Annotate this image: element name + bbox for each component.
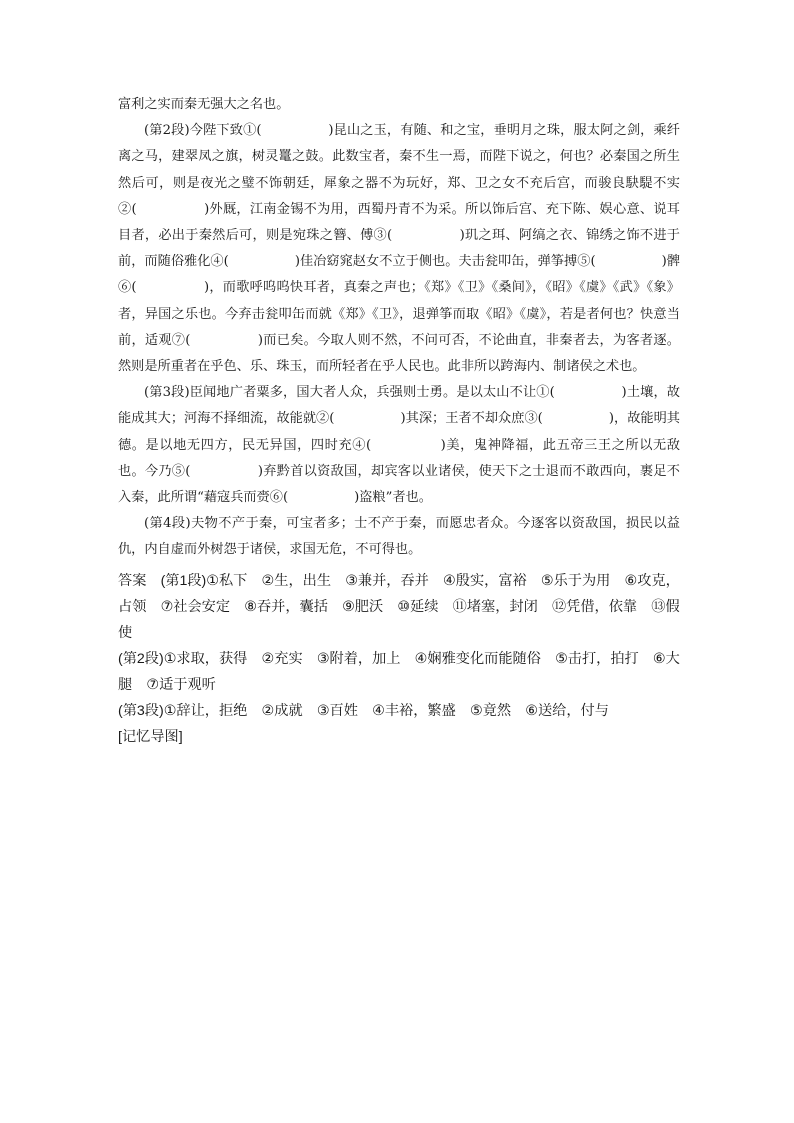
- answer-section: [118, 568, 680, 750]
- passage-paragraph-4: (第4段)夫物不产于秦，可宝者多；士不产于秦，而愿忠者众。今逐客以资敌国，损民以益仇，内自虚而外树怨于诸侯，求国无危，不可得也。: [118, 516, 680, 558]
- passage-paragraph-3: (第3段)臣闻地广者粟多，国大者人众，兵强则士勇。是以太山不让①( )土壤，故能成其大；河海不择细流，故能就②( )其深；王者不却众庶③( )，故能明其德。是以地无四方，民无异国，四时充④( )美，鬼神降福，此五帝三王之所以无敌也。今乃⑤( )弃黔首以资敌国，却宾客以业诸侯，使天下之士退而不敢西向，裹足不入秦，此所谓“藉寇兵而赍⑥( )盗粮”者也。: [118, 385, 680, 506]
- answer-paragraph-2: (第2段)①求取，获得 ②充实 ③附着，加上 ④娴雅变化而能随俗 ⑤击打，拍打 ⑥大腿 ⑦适于观听: [118, 650, 680, 693]
- passage-paragraph-1-end: 富利之实而秦无强大之名也。: [118, 97, 290, 112]
- memory-map-heading: [记忆导图]: [118, 728, 183, 745]
- passage-paragraph-2: (第2段)今陛下致①( )昆山之玉，有随、和之宝，垂明月之珠，服太阿之剑，乘纤离之马，建翠凤之旗，树灵鼍之鼓。此数宝者，秦不生一焉，而陛下说之，何也？必秦国之所生然后可，则是夜光之璧不饰朝廷，犀象之器不为玩好，郑、卫之女不充后宫，而骏良駃騠不实②( )外厩，江南金锡不为用，西蜀丹青不为采。所以饰后宫、充下陈、娱心意、说耳目者，必出于秦然后可，则是宛珠之簪、傅③( )玑之珥、阿缟之衣、锦绣之饰不进于前，而随俗雅化④( )佳冶窈窕赵女不立于侧也。夫击瓮叩缶，弹筝搏⑤( )髀⑥( )，而歌呼呜呜快耳者，真秦之声也；《郑》《卫》《桑间》，《昭》《虞》《武》《象》者，异国之乐也。今弃击瓮叩缶而就《郑》《卫》，退弹筝而取《昭》《虞》，若是者何也？快意当前，适观⑦( )而已矣。今取人则不然，不问可否，不论曲直，非秦者去，为客者逐。然则是所重者在乎色、乐、珠玉，而所轻者在乎人民也。此非所以跨海内、制诸侯之术也。: [118, 123, 680, 375]
- document-page: [118, 92, 680, 750]
- answer-paragraph-3: (第3段)①辞让，拒绝 ②成就 ③百姓 ④丰裕，繁盛 ⑤竟然 ⑥送给，付与: [118, 702, 609, 719]
- answer-paragraph-1: 答案 (第1段)①私下 ②生，出生 ③兼并，吞并 ④殷实，富裕 ⑤乐于为用 ⑥攻克，占领 ⑦社会安定 ⑧吞并，囊括 ⑨肥沃 ⑩延续 ⑪堵塞，封闭 ⑫凭借，依靠 ⑬假使: [118, 572, 680, 641]
